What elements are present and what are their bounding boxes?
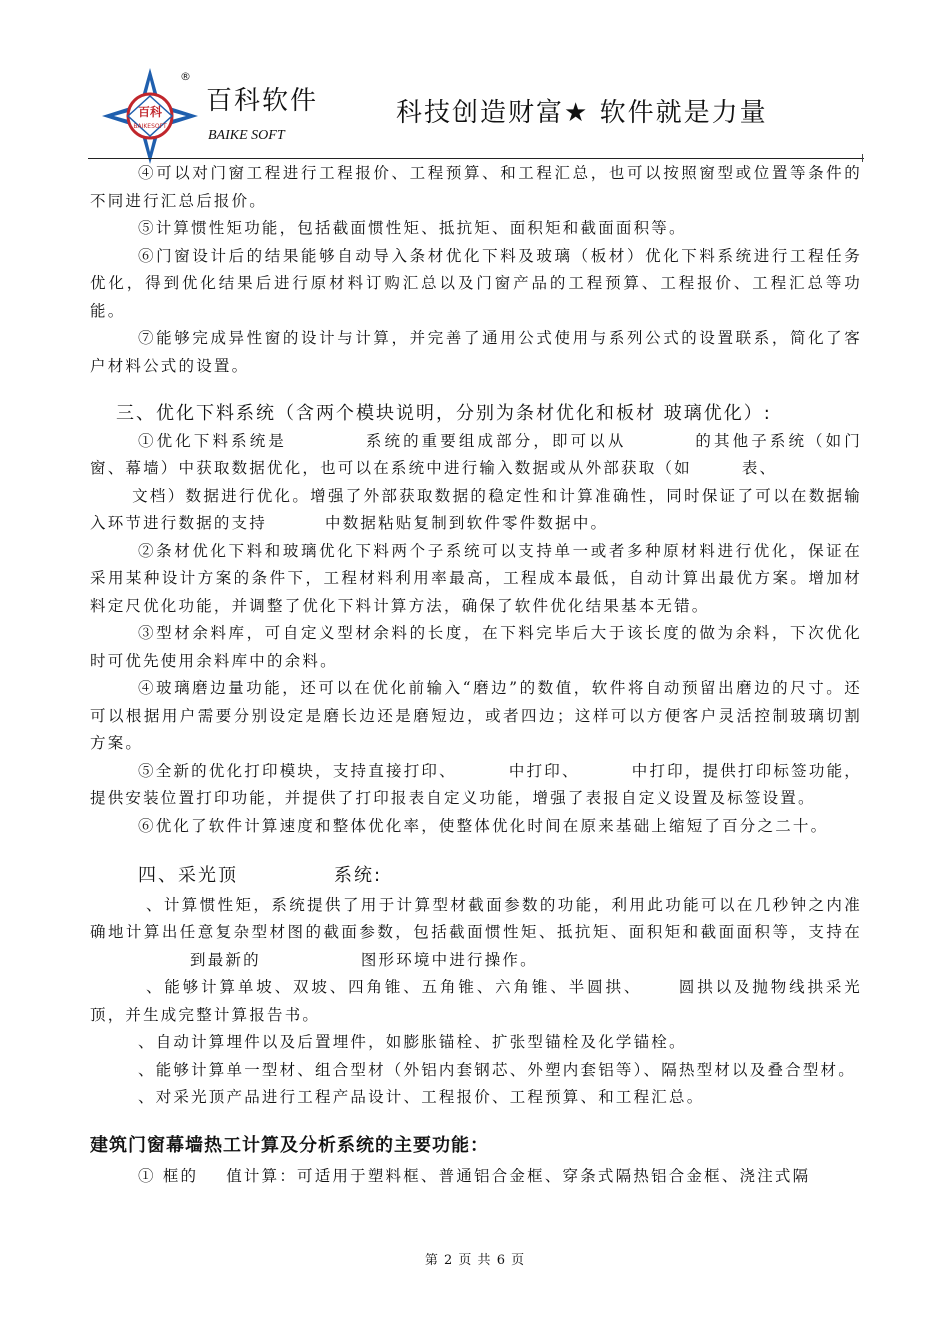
logo-text: 百科 (137, 105, 163, 119)
text-run: 文档）数据进行优化。增强了外部获取数据的稳定性和计算准确性，同时保证了可以在数据输入环节进行数据的支持 (90, 486, 862, 532)
paragraph: ⑦能够完成异性窗的设计与计算，并完善了通用公式使用与系列公式的设置联系，简化了客户材料公式的设置。 (90, 329, 862, 375)
header-divider-tick (862, 154, 863, 162)
text-run: 表、 (741, 459, 778, 477)
text-run: ①优化下料系统是 (138, 431, 287, 450)
text-run: 中打印，提供打印标签功能，提供安装位置打印功能，并提供了打印报表自定义功能，增强了表报自定义设置及标签设置。 (90, 761, 862, 807)
text-run: 、计算惯性矩，系统提供了用于计算型材截面参数的功能，利用此功能可以在几秒钟之内准确地计算出任意复杂型材图的截面参数，包括截面惯性矩、抵抗矩、面积矩和截面面积等，支持在 (90, 895, 862, 941)
text-run: ① 框的 (138, 1167, 199, 1185)
paragraph (90, 1163, 862, 1191)
paragraph (90, 428, 862, 538)
registered-mark: ® (180, 70, 191, 83)
paragraph: ⑥优化了软件计算速度和整体优化率，使整体优化时间在原来基础上缩短了百分之二十。 (138, 816, 829, 835)
paragraph: 、能够计算单一型材、组合型材（外铝内套钢芯、外塑内套铝等）、隔热型材以及叠合型材。 (138, 1060, 856, 1079)
text-run: 中数据粘贴复制到软件零件数据中。 (325, 514, 609, 532)
paragraph: ②条材优化下料和玻璃优化下料两个子系统可以支持单一或者多种原材料进行优化，保证在采用某种设计方案的条件下，工程材料利用率最高，工程成本最低，自动计算出最优方案。增加材料定尺优化功能，并调整了优化下料计算方法，确保了软件优化结果基本无错。 (90, 541, 862, 615)
baike-logo (100, 66, 200, 166)
section-heading-thermal: 建筑门窗幕墙热工计算及分析系统的主要功能： (90, 1134, 489, 1156)
section-heading-4 (90, 862, 862, 890)
header-slogan: 科技创造财富★ 软件就是力量 (396, 98, 768, 128)
section-heading-3: 三、优化下料系统（含两个模块说明，分别为条材优化和板材 玻璃优化）: (116, 403, 772, 424)
text-run: 到最新的 (190, 950, 261, 969)
page-footer: 第 2 页 共 6 页 (424, 1253, 526, 1268)
logo-subtext: BAIKESOFT (133, 123, 167, 130)
text-run: 值计算：可适用于塑料框、普通铝合金框、穿条式隔热铝合金框、浇注式隔 (226, 1167, 811, 1185)
paragraph: ⑥门窗设计后的结果能够自动导入条材优化下料及玻璃（板材）优化下料系统进行工程任务优化，得到优化结果后进行原材料订购汇总以及门窗产品的工程预算、工程报价、工程汇总等功能。 (90, 246, 862, 320)
paragraph (90, 758, 862, 813)
paragraph: ⑤计算惯性矩功能，包括截面惯性矩、抵抗矩、面积矩和截面面积等。 (138, 219, 687, 237)
text-run: 、能够计算单坡、双坡、四角锥、五角锥、六角锥、半圆拱、 (146, 978, 643, 996)
company-name-en: BAIKE SOFT (208, 128, 285, 143)
text-run: 系统: (334, 865, 383, 886)
text-run: 的其他子系统（如门窗、幕墙）中获取数据优化，也可以在系统中进行输入数据或从外部获取（如 (90, 431, 862, 477)
paragraph (90, 892, 862, 975)
text-run: 圆拱以及抛物线拱采光顶，并生成完整计算报告书。 (90, 978, 862, 1024)
header-divider (88, 158, 864, 159)
text-run: 系统的重要组成部分，即可以从 (364, 431, 627, 450)
text-run: ⑤全新的优化打印模块，支持直接打印、 (138, 761, 457, 780)
text-run: 中打印、 (508, 761, 580, 780)
paragraph: ④玻璃磨边量功能，还可以在优化前输入“磨边”的数值，软件将自动预留出磨边的尺寸。还可以根据用户需要分别设定是磨长边还是磨短边，或者四边；这样可以方便客户灵活控制玻璃切割方案。 (90, 679, 862, 752)
text-run: 四、采光顶 (138, 865, 238, 886)
paragraph: 、自动计算埋件以及后置埋件，如膨胀锚栓、扩张型锚栓及化学锚栓。 (138, 1033, 687, 1051)
paragraph: ③型材余料库，可自定义型材余料的长度，在下料完毕后大于该长度的做为余料，下次优化时可优先使用余料库中的余料。 (90, 624, 862, 670)
paragraph (90, 974, 862, 1029)
paragraph: ④可以对门窗工程进行工程报价、工程预算、和工程汇总，也可以按照窗型或位置等条件的不同进行汇总后报价。 (90, 164, 862, 210)
company-name-cn: 百科软件 (206, 86, 319, 116)
document-body (90, 160, 862, 1191)
paragraph: 、对采光顶产品进行工程产品设计、工程报价、工程预算、和工程汇总。 (138, 1088, 705, 1106)
text-run: 图形环境中进行操作。 (360, 950, 538, 969)
